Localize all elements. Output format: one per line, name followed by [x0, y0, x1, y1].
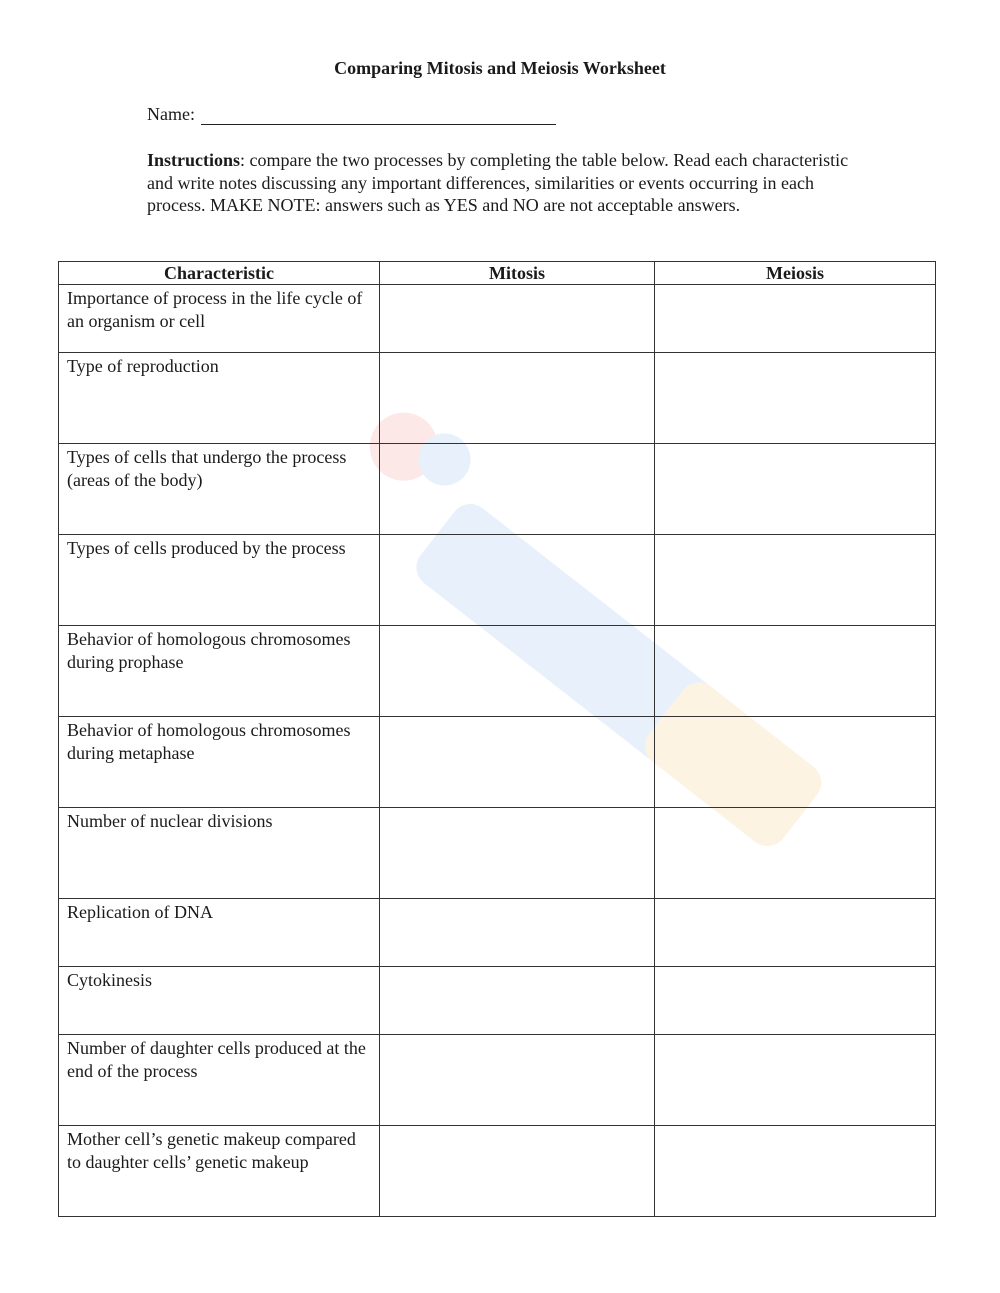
meiosis-answer-cell[interactable] — [655, 626, 936, 717]
comparison-table — [58, 261, 936, 1217]
mitosis-answer-cell[interactable] — [380, 353, 655, 444]
name-blank-line[interactable] — [201, 106, 556, 125]
characteristic-cell: Type of reproduction — [59, 353, 380, 444]
mitosis-answer-cell[interactable] — [380, 626, 655, 717]
meiosis-answer-cell[interactable] — [655, 285, 936, 353]
table-row — [59, 1126, 936, 1217]
mitosis-answer-cell[interactable] — [380, 1126, 655, 1217]
characteristic-cell: Behavior of homologous chromosomes during prophase — [59, 626, 380, 717]
table-row — [59, 444, 936, 535]
instructions-text: : compare the two processes by completing the table below. Read each characteristic and write notes discussing any important differences, similarities or events occurring in each process. MAKE NOTE: answers such as YES and NO are not acceptable answers. — [147, 150, 849, 215]
mitosis-answer-cell[interactable] — [380, 967, 655, 1035]
name-row — [147, 104, 556, 125]
characteristic-cell: Replication of DNA — [59, 899, 380, 967]
characteristic-cell: Types of cells that undergo the process (areas of the body) — [59, 444, 380, 535]
meiosis-answer-cell[interactable] — [655, 1126, 936, 1217]
header-mitosis: Mitosis — [380, 262, 655, 285]
meiosis-answer-cell[interactable] — [655, 535, 936, 626]
table-row — [59, 353, 936, 444]
meiosis-answer-cell[interactable] — [655, 967, 936, 1035]
table-header-row — [59, 262, 936, 285]
characteristic-cell: Number of daughter cells produced at the end of the process — [59, 1035, 380, 1126]
name-label: Name: — [147, 104, 195, 124]
instructions — [147, 149, 867, 217]
characteristic-cell: Behavior of homologous chromosomes during metaphase — [59, 717, 380, 808]
mitosis-answer-cell[interactable] — [380, 808, 655, 899]
mitosis-answer-cell[interactable] — [380, 444, 655, 535]
table-row — [59, 626, 936, 717]
instructions-label: Instructions — [147, 150, 241, 170]
meiosis-answer-cell[interactable] — [655, 899, 936, 967]
meiosis-answer-cell[interactable] — [655, 808, 936, 899]
table-row — [59, 535, 936, 626]
characteristic-cell: Importance of process in the life cycle of an organism or cell — [59, 285, 380, 353]
meiosis-answer-cell[interactable] — [655, 1035, 936, 1126]
header-characteristic: Characteristic — [59, 262, 380, 285]
header-meiosis: Meiosis — [655, 262, 936, 285]
mitosis-answer-cell[interactable] — [380, 1035, 655, 1126]
table-row — [59, 717, 936, 808]
characteristic-cell: Number of nuclear divisions — [59, 808, 380, 899]
meiosis-answer-cell[interactable] — [655, 353, 936, 444]
mitosis-answer-cell[interactable] — [380, 285, 655, 353]
characteristic-cell: Types of cells produced by the process — [59, 535, 380, 626]
mitosis-answer-cell[interactable] — [380, 899, 655, 967]
characteristic-cell: Cytokinesis — [59, 967, 380, 1035]
page-title: Comparing Mitosis and Meiosis Worksheet — [334, 58, 666, 78]
meiosis-answer-cell[interactable] — [655, 444, 936, 535]
characteristic-cell: Mother cell’s genetic makeup compared to daughter cells’ genetic makeup — [59, 1126, 380, 1217]
table-row — [59, 967, 936, 1035]
mitosis-answer-cell[interactable] — [380, 535, 655, 626]
table-row — [59, 899, 936, 967]
mitosis-answer-cell[interactable] — [380, 717, 655, 808]
table-row — [59, 285, 936, 353]
table-row — [59, 808, 936, 899]
meiosis-answer-cell[interactable] — [655, 717, 936, 808]
table-row — [59, 1035, 936, 1126]
